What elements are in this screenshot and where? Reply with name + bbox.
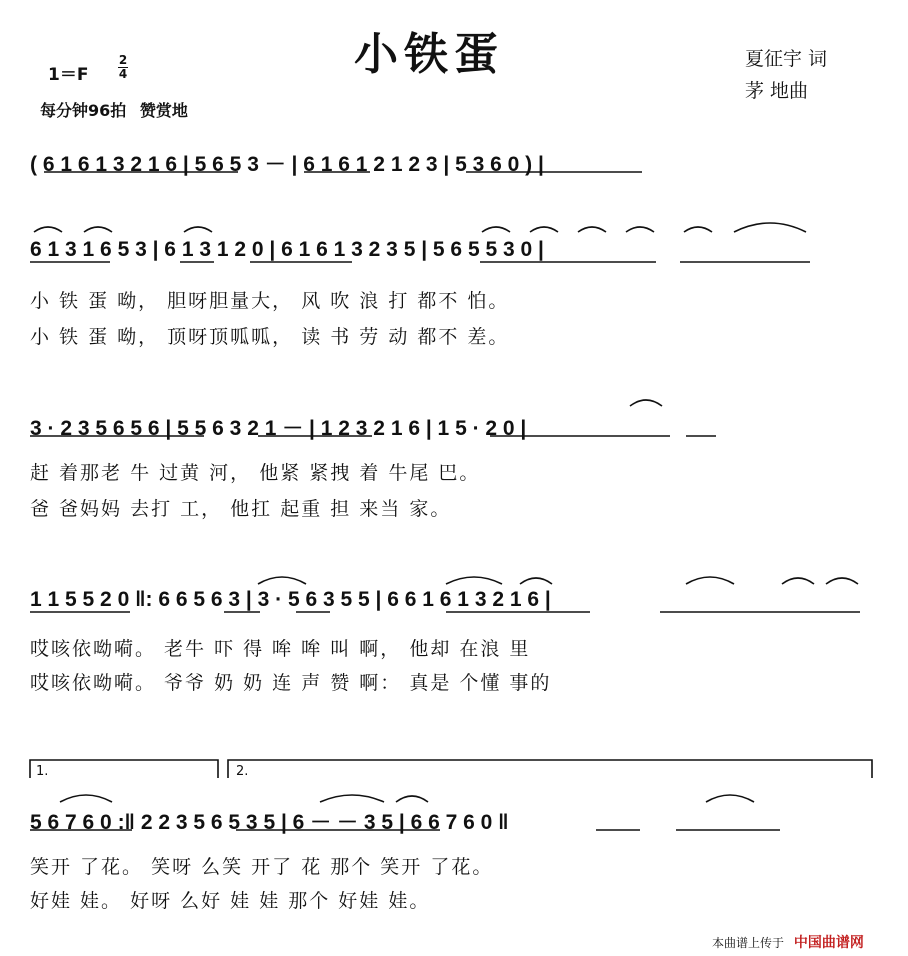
composer-credit: 茅 地曲 [745,80,809,102]
song-title: 小铁蛋 [354,29,504,80]
slur [520,578,552,584]
slur [706,795,754,802]
slur [782,578,814,584]
footer-upload-note [712,932,864,952]
expression-text: 赞赏地 [139,101,188,120]
lyric-row-3-verse-1: 哎咳依呦嗬。 老牛 吓 得 哞 哞 叫 啊， 他却 在浪 里 [30,638,531,660]
time-signature-top: 2 [118,53,128,67]
volta-bracket-1 [30,760,218,778]
slur [446,577,502,584]
lyric-row-2-verse-1: 赶 着那老 牛 过黄 河， 他紧 紧拽 着 牛尾 巴。 [30,462,481,484]
lyric-row-4-verse-1: 笑开 了花。 笑呀 么笑 开了 花 那个 笑开 了花。 [30,856,494,878]
slur [626,227,654,232]
notation-row-3: 1 1 5 5 2 0 ‖: 6 6 5 6 3 | 3 · 5 6 3 5 5 | 6 6 1 6 1 3 2 1 6 | [30,588,551,611]
notation-row-intro: ( 6 1 6 1 3 2 1 6 | 5 6 5 3 － | 6 1 6 1 2 1 2 3 | 5 3 6 0 ) | [30,153,544,176]
lyric-row-2-verse-2: 爸 爸妈妈 去打 工， 他扛 起重 担 来当 家。 [30,498,452,520]
footer-site-logo[interactable]: 中国曲谱网 [793,935,864,951]
volta-1-label: 1. [36,764,49,779]
slur [630,400,662,406]
slur [34,227,62,232]
notation-row-4: 5 6 7 6 0 :‖ 2 2 3 5 6 5 3 5 | 6 － － 3 5 | 6 6 7 6 0 ‖ [30,811,509,834]
lyricist-credit: 夏征宇 词 [745,48,828,70]
slur [482,227,510,232]
key-signature: 1＝F [48,65,89,85]
volta-2-label: 2. [236,764,249,779]
slur [84,227,112,232]
slur [734,223,806,232]
slur [258,577,306,584]
slur [686,577,734,584]
slur [184,227,212,232]
time-signature-bottom: 4 [118,67,128,81]
slur [320,795,384,802]
lyric-row-4-verse-2: 好娃 娃。 好呀 么好 娃 娃 那个 好娃 娃。 [30,890,431,912]
notation-row-2: 3 · 2 3 5 6 5 6 | 5 5 6 3 2 1 － | 1 2 3 2 1 6 | 1 5 · 2 0 | [30,417,527,440]
notation-row-1: 6 1 3 1 6 5 3 | 6 1 3 1 2 0 | 6 1 6 1 3 2 3 5 | 5 6 5 5 3 0 | [30,238,544,261]
slur [684,227,712,232]
lyric-row-1-verse-1: 小 铁 蛋 呦， 胆呀胆量大， 风 吹 浪 打 都不 怕。 [30,290,510,312]
slur [60,795,112,802]
slur [578,227,606,232]
slur [396,796,428,802]
slur [530,227,558,232]
slur [826,578,858,584]
lyric-row-3-verse-2: 哎咳依呦嗬。 爷爷 奶 奶 连 声 赞 啊： 真是 个懂 事的 [30,672,552,694]
footer-text: 本曲谱上传于 [712,936,785,950]
lyric-row-1-verse-2: 小 铁 蛋 呦， 顶呀顶呱呱， 读 书 劳 动 都不 差。 [30,326,510,348]
tempo-text: 每分钟96拍 [40,101,127,120]
volta-bracket-2 [228,760,872,778]
